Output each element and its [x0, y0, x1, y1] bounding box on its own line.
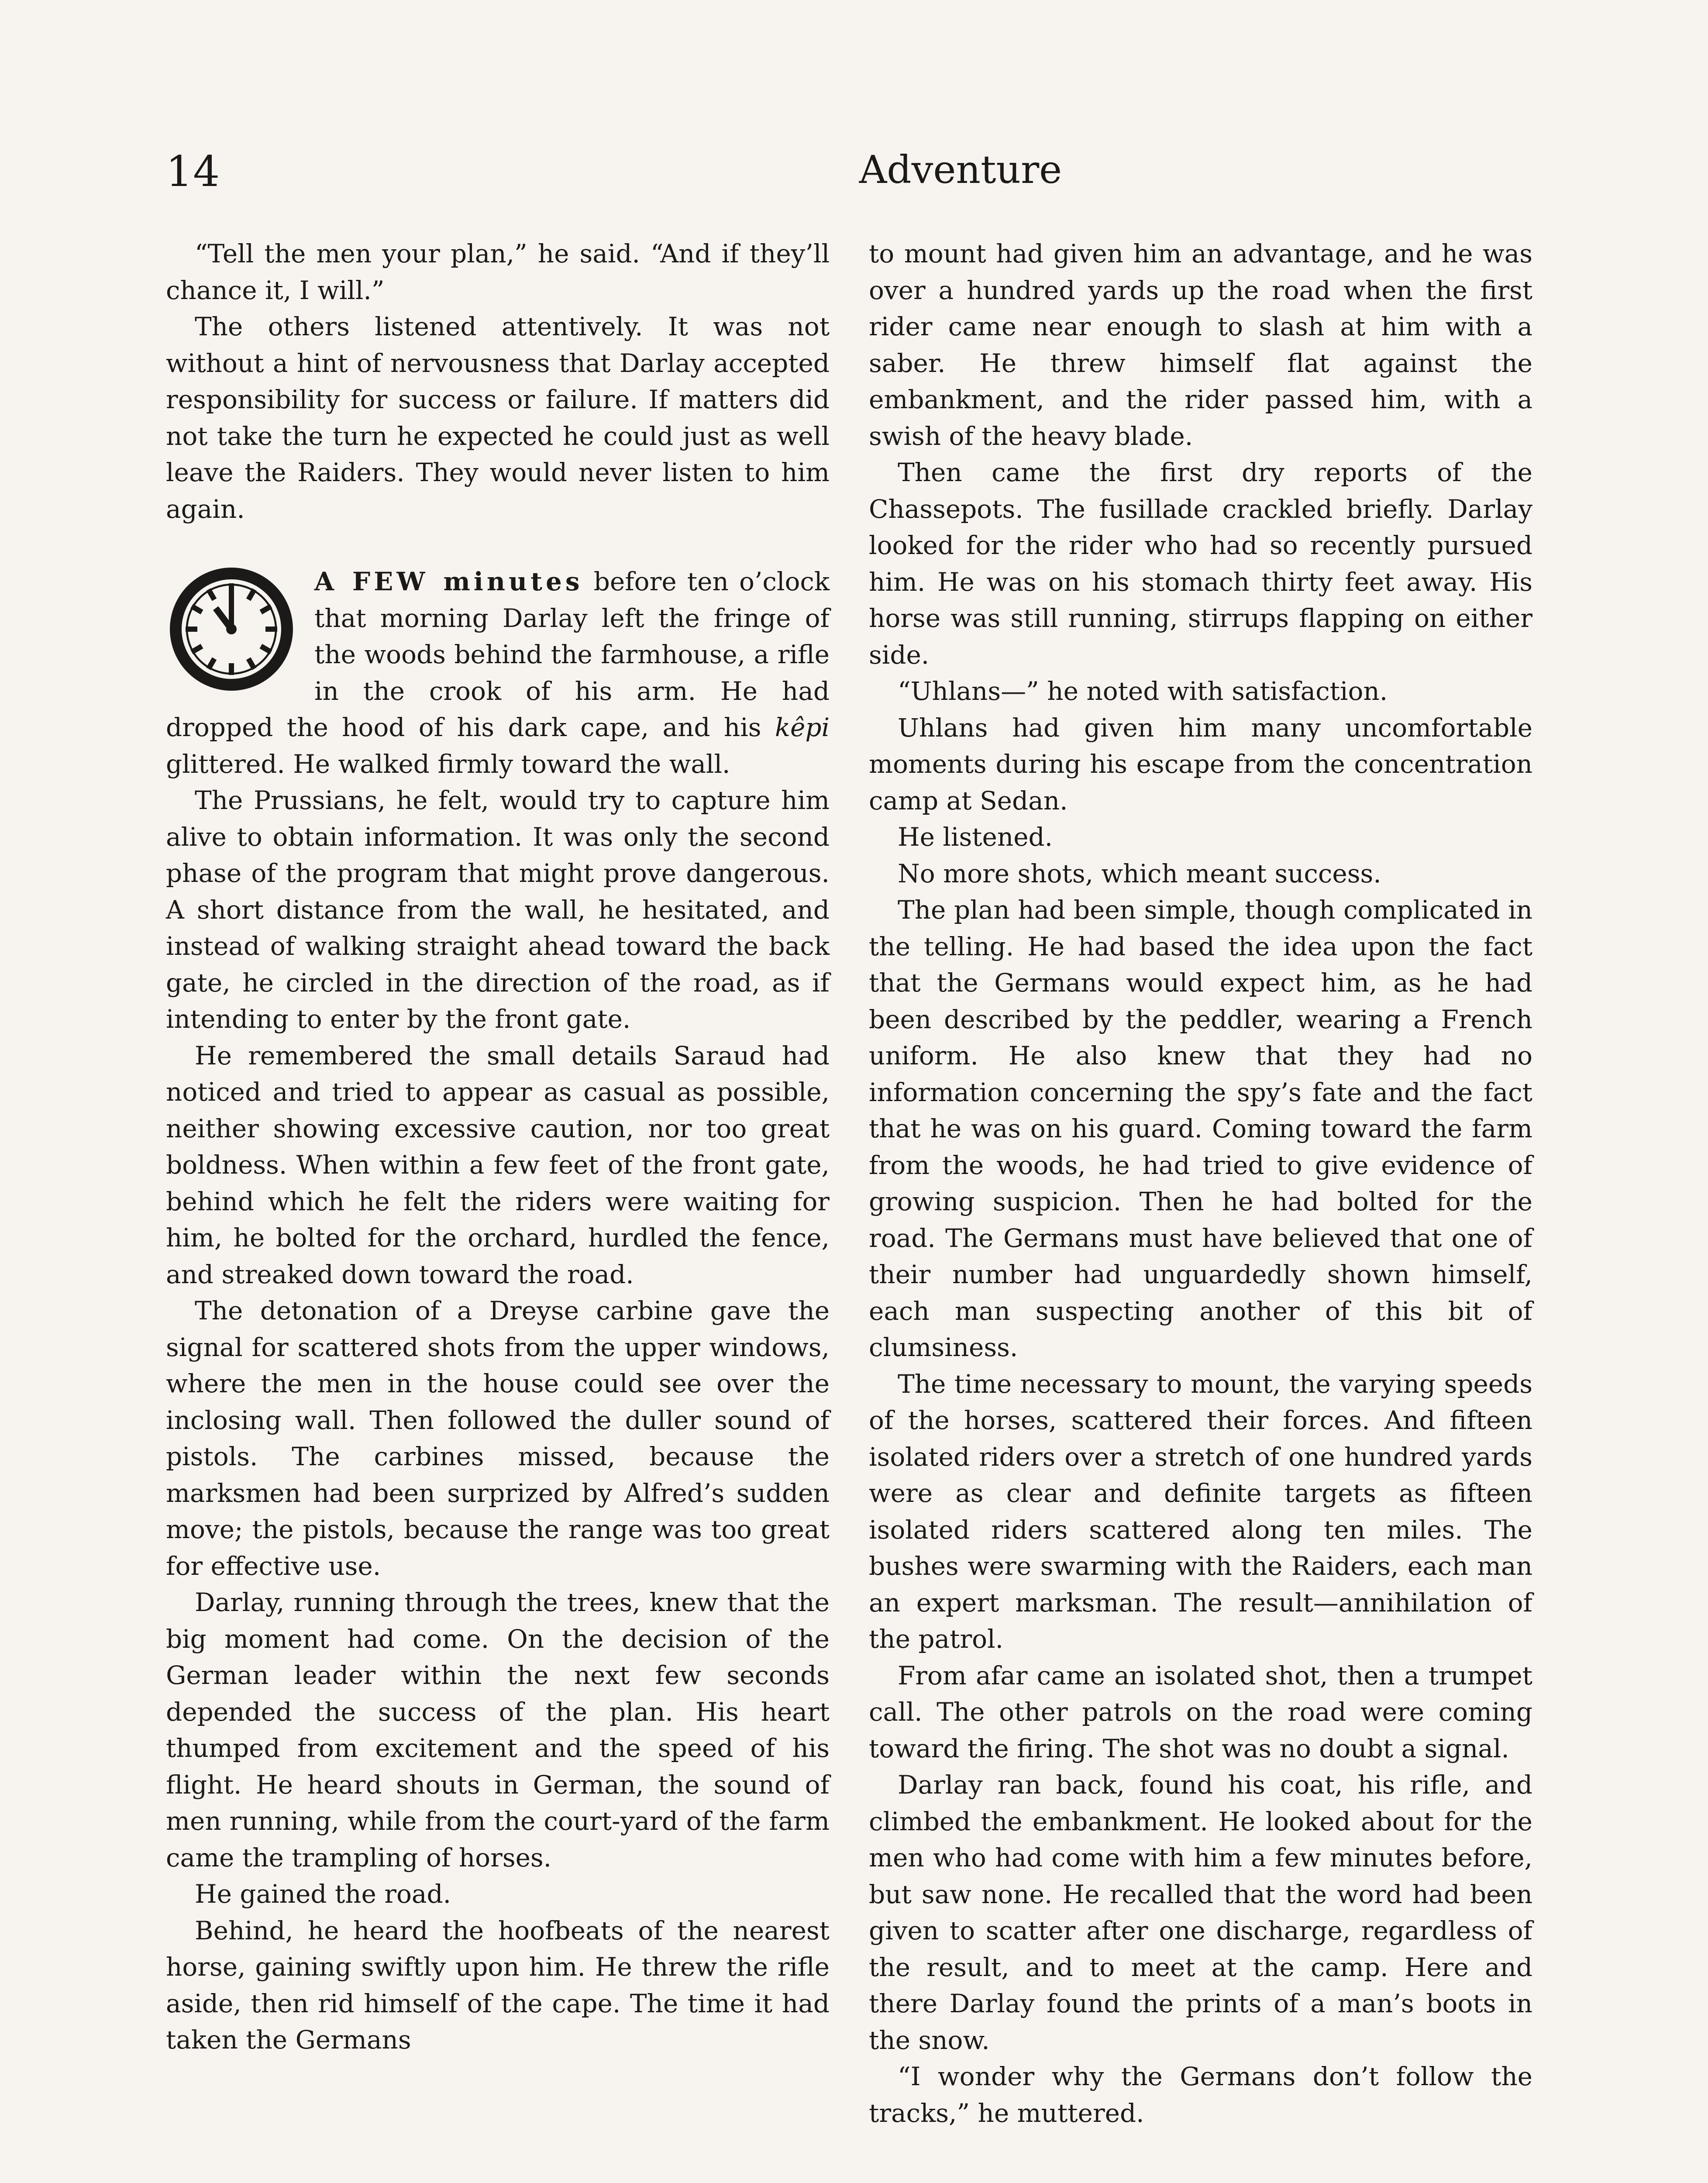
paragraph: Uhlans had given him many uncomfortable moments during his escape from the concentration camp at Sedan. [869, 713, 1532, 816]
paragraph: to mount had given him an advantage, and he was over a hundred yards up the road when the first rider came near enough to slash at him with a saber. He threw himself flat against the embankment, and the rider passed him, with a swish of the heavy blade. [869, 239, 1532, 451]
paragraph: He listened. [898, 822, 1053, 852]
paragraph: The plan had been simple, though complicated in the telling. He had based the idea upon the fact that the Germans would expect him, as he had been described by the peddler, wearing a French uniform. He also knew that they had no information concerning the spy’s fate and the fact that he was on his guard. Coming toward the farm from the woods, he had tried to give evidence of growing suspicion. Then he had bolted for the road. The Germans must have believed that one of their number had unguardedly shown himself, each man suspecting another of this bit of clumsiness. [869, 895, 1532, 1362]
paragraph-text: before ten o’clock that morning Darlay left the fringe of the woods behind the farmhouse, a rifle in the crook of his arm. He had dropped the hood of his dark cape, and his [166, 567, 830, 742]
paragraph: “I wonder why the Germans don’t follow the tracks,” he muttered. [869, 2062, 1532, 2128]
section-lead: A FEW minutes [314, 567, 583, 596]
paragraph: He gained the road. [195, 1879, 451, 1909]
paragraph: “Tell the men your plan,” he said. “And if they’ll chance it, I will.” [166, 239, 830, 305]
paragraph: Darlay ran back, found his coat, his rifle, and climbed the embankment. He looked about for the men who had come with him a few minutes before, but saw none. He recalled that the word had been given to scatter after one discharge, regardless of the result, and to meet at the camp. Here and there Darlay found the prints of a man’s boots in the snow. [869, 1770, 1532, 2055]
clock-icon [166, 564, 297, 695]
paragraph: No more shots, which meant success. [898, 858, 1381, 888]
left-column [166, 236, 830, 2059]
paragraph: Darlay, running through the trees, knew that the big moment had come. On the decision of the German leader within the next few seconds depended the success of the plan. His heart thumped from excitement and the speed of his flight. He heard shouts in German, the sound of men running, while from the court-yard of the farm came the trampling of horses. [166, 1587, 830, 1873]
paragraph: The Prussians, he felt, would try to capture him alive to obtain information. It was only the second phase of the program that might prove dangerous. A short distance from the wall, he hesitated, and instead of walking straight ahead toward the back gate, he circled in the direction of the road, as if intending to enter by the front gate. [166, 785, 830, 1034]
paragraph: From afar came an isolated shot, then a trumpet call. The other patrols on the road were coming toward the firing. The shot was no doubt a signal. [869, 1660, 1532, 1763]
right-column [869, 236, 1532, 2131]
dropcap-paragraph [166, 564, 830, 782]
paragraph-text: glittered. He walked firmly toward the wall. [166, 749, 730, 779]
paragraph: Behind, he heard the hoofbeats of the nearest horse, gaining swiftly upon him. He threw the rifle aside, then rid himself of the cape. The time it had taken the Germans [166, 1915, 830, 2055]
paragraph: Then came the first dry reports of the Chassepots. The fusillade crackled briefly. Darlay looked for the rider who had so recently pursued him. He was on his stomach thirty feet away. His horse was still running, stirrups flapping on either side. [869, 458, 1532, 670]
page-number: 14 [166, 147, 220, 196]
paragraph: The detonation of a Dreyse carbine gave the signal for scattered shots from the upper windows, where the men in the house could see over the inclosing wall. Then followed the duller sound of pistols. The carbines missed, because the marksmen had been surprized by Alfred’s sudden move; the pistols, because the range was too great for effective use. [166, 1296, 830, 1581]
paragraph: The others listened attentively. It was not without a hint of nervousness that Darlay accepted responsibility for success or failure. If matters did not take the turn he expected he could just as well leave the Raiders. They would never listen to him again. [166, 312, 830, 524]
kepi-word: kêpi [775, 713, 830, 742]
paragraph: “Uhlans—” he noted with satisfaction. [898, 676, 1388, 706]
paragraph: The time necessary to mount, the varying speeds of the horses, scattered their forces. And fifteen isolated riders over a stretch of one hundred yards were as clear and definite targets as fifteen isolated riders scattered along ten miles. The bushes were swarming with the Raiders, each man an expert marksman. The result—annihilation of the patrol. [869, 1369, 1532, 1654]
running-head: Adventure [859, 147, 1062, 192]
paragraph: He remembered the small details Saraud had noticed and tried to appear as casual as possible, neither showing excessive caution, nor too great boldness. When within a few feet of the front gate, behind which he felt the riders were waiting for him, he bolted for the orchard, hurdled the fence, and streaked down toward the road. [166, 1040, 830, 1289]
